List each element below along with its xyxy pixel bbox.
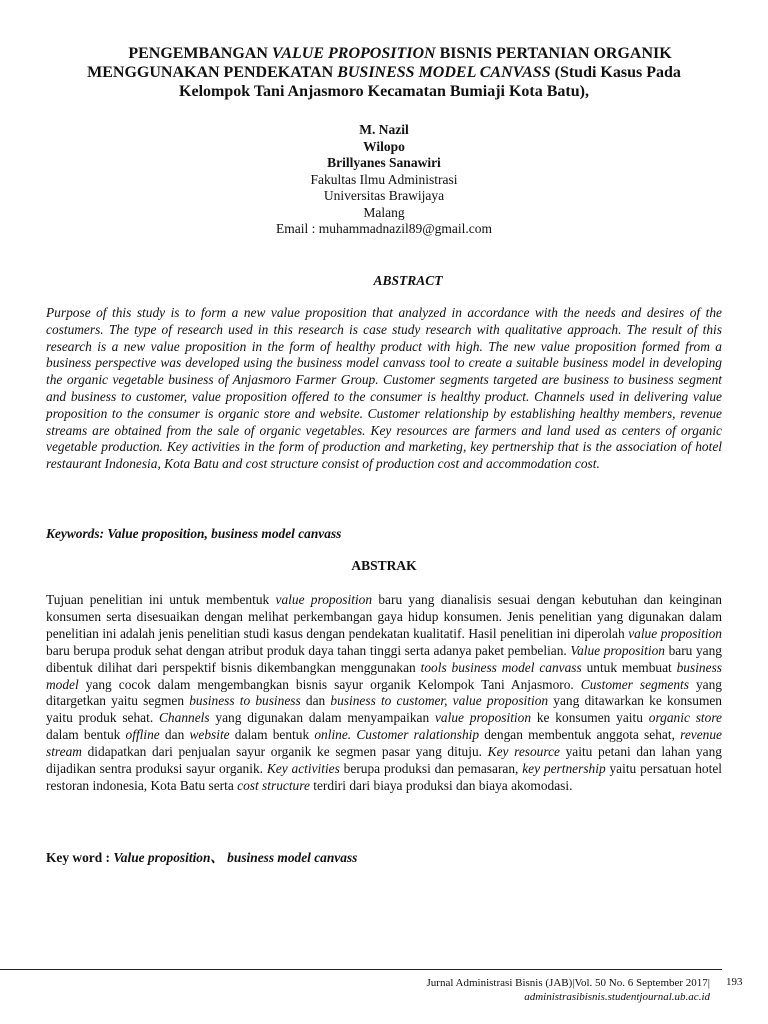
abstrak-text: Tujuan penelitian ini untuk membentuk value proposition baru yang dianalisis sesuai dengan kebutuhan dan keinginan konsumen serta disesuaikan dengan melihat perkembangan gaya hidup konsumen. Jenis penelitian yang digunakan dalam penelitian ini adalah jenis penelitian studi kasus dengan pendekatan kualitatif. Hasil penelitian ini diperolah value proposition baru berupa produk sehat dengan atribut produk daya tahan tinggi serta adanya paket pembelian. Value proposition baru yang dibentuk dilihat dari perspektif bisnis dikembangkan menggunakan tools business model canvass untuk membuat business model yang cocok dalam mengembangkan bisnis sayur organik Kelompok Tani Anjasmoro. Customer segments yang ditargetkan yaitu segmen business to business dan business to customer, value proposition yang ditawarkan ke konsumen yaitu produk sehat. Channels yang digunakan dalam menyampaikan value proposition ke konsumen yaitu organic store dalam bentuk offline dan website dalam bentuk online. Customer ralationship dengan membentuk anggota sehat, revenue stream didapatkan dari penjualan sayur organik ke segmen pasar yang dituju. Key resource yaitu petani dan lahan yang dijadikan sentra produksi sayur organik. Key activities berupa produksi dan pemasaran, key pertnership yaitu persatuan hotel restoran indonesia, Kota Batu serta cost structure terdiri dari biaya produksi dan biaya akomodasi.: [46, 592, 723, 793]
paper-title: [46, 44, 722, 101]
journal-website: administrasibisnis.studentjournal.ub.ac.id: [524, 991, 710, 1003]
author-name: Brillyanes Sanawiri: [327, 155, 441, 170]
affiliation-university: Universitas Brawijaya: [323, 188, 445, 203]
author-email: Email : muhammadnazil89@gmail.com: [275, 221, 492, 236]
author-block: [0, 122, 768, 238]
affiliation-faculty: Fakultas Ilmu Administrasi: [310, 171, 458, 187]
author-name: Wilopo: [363, 138, 405, 154]
abstrak-heading: ABSTRAK: [351, 558, 417, 573]
affiliation-city: Malang: [363, 204, 405, 220]
page-number: 193: [726, 976, 743, 988]
abstract-heading: ABSTRACT: [373, 273, 443, 288]
title-line-1: PENGEMBANGAN VALUE PROPOSITION BISNIS PERTANIAN ORGANIK: [128, 45, 672, 62]
keywords-english: Keywords: Value proposition, business model canvass: [46, 526, 342, 541]
page-footer: [427, 976, 710, 1004]
abstract-text: Purpose of this study is to form a new value proposition that analyzed in accordance with the needs and desires of the costumers. The type of research used in this research is case study research with qualitative approach. The result of this research is a new value proposition in the form of healthy product with high. The new value proposition formed from a business perspective was developed using the business model canvass tool to create a suitable business model in developing the organic vegetable business of Anjasmoro Farmer Group. Customer segments targeted are business to business segment and business to customer, value proposition offered to the consumer is healthy product. Channels used in delivering value proposition to the consumer is organic store and website. Customer relationship by establishing healthy members, revenue streams are obtained from the sale of organic vegetables. Key resources are farmers and land used as centers of organic vegetable production. Key activities in the form of production and marketing, key pertnership that is the association of hotel restaurant Indonesia, Kota Batu and cost structure consist of production cost and accommodation cost.: [46, 305, 722, 472]
author-name: M. Nazil: [359, 122, 409, 137]
title-line-3: Kelompok Tani Anjasmoro Kecamatan Bumiaji Kota Batu),: [179, 83, 589, 100]
keywords-indonesian: Key word : Value proposition、 business model canvass: [46, 850, 358, 865]
title-line-2: MENGGUNAKAN PENDEKATAN BUSINESS MODEL CANVASS (Studi Kasus Pada: [87, 64, 681, 81]
footer-divider: [0, 969, 722, 970]
journal-citation: Jurnal Administrasi Bisnis (JAB)|Vol. 50 No. 6 September 2017|: [426, 977, 710, 989]
